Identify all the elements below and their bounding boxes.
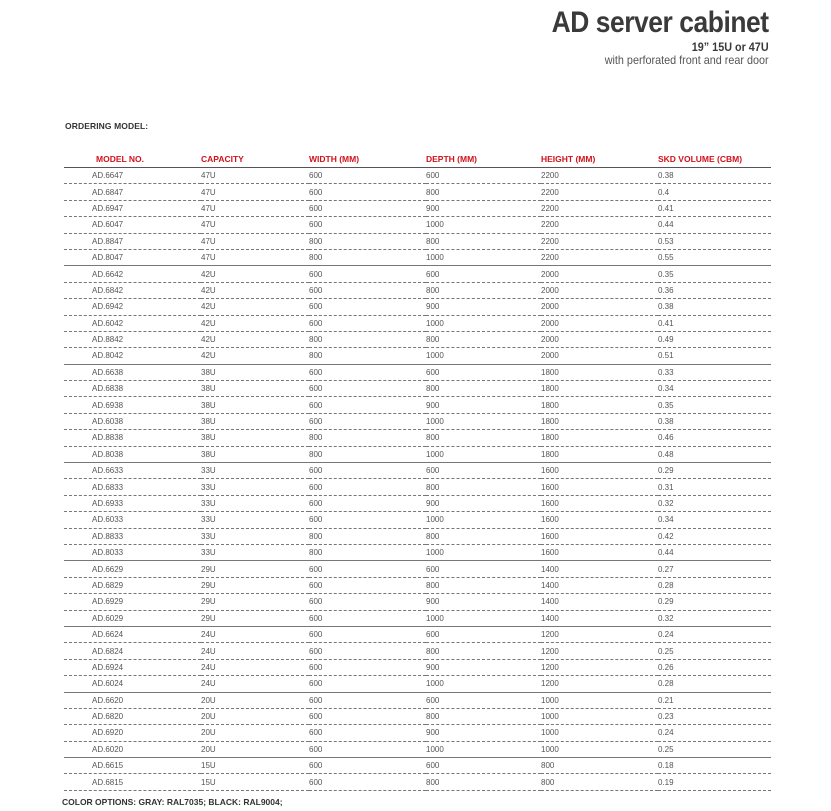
- capacity-cell: 38U: [201, 413, 309, 429]
- column-header-capacity: CAPACITY: [201, 151, 309, 168]
- capacity-cell: 38U: [201, 446, 309, 462]
- volume-cell: 0.21: [658, 692, 771, 708]
- width-cell: 600: [309, 610, 426, 626]
- width-cell: 600: [309, 479, 426, 495]
- volume-cell: 0.35: [658, 397, 771, 413]
- width-cell: 600: [309, 758, 426, 774]
- width-cell: 600: [309, 397, 426, 413]
- capacity-cell: 47U: [201, 233, 309, 249]
- depth-cell: 900: [426, 725, 541, 741]
- depth-cell: 800: [426, 774, 541, 790]
- table-row: [64, 348, 771, 364]
- table-row: [64, 725, 771, 741]
- volume-cell: 0.24: [658, 626, 771, 642]
- height-cell: 800: [541, 758, 658, 774]
- height-cell: 2200: [541, 200, 658, 216]
- table-row: [64, 741, 771, 757]
- model-cell: AD.6829: [64, 577, 201, 593]
- column-header-volume: SKD VOLUME (CBM): [658, 151, 771, 168]
- depth-cell: 900: [426, 397, 541, 413]
- height-cell: 1800: [541, 364, 658, 380]
- height-cell: 1800: [541, 381, 658, 397]
- depth-cell: 1000: [426, 413, 541, 429]
- width-cell: 600: [309, 217, 426, 233]
- model-cell: AD.6933: [64, 495, 201, 511]
- model-cell: AD.6847: [64, 184, 201, 200]
- capacity-cell: 15U: [201, 774, 309, 790]
- volume-cell: 0.28: [658, 676, 771, 692]
- width-cell: 800: [309, 233, 426, 249]
- capacity-cell: 24U: [201, 659, 309, 675]
- model-cell: AD.6842: [64, 282, 201, 298]
- model-cell: AD.6038: [64, 413, 201, 429]
- capacity-cell: 47U: [201, 249, 309, 265]
- table-row: [64, 544, 771, 560]
- model-cell: AD.6920: [64, 725, 201, 741]
- capacity-cell: 38U: [201, 397, 309, 413]
- table-row: [64, 528, 771, 544]
- table-row: [64, 692, 771, 708]
- table-row: [64, 577, 771, 593]
- model-cell: AD.6929: [64, 594, 201, 610]
- capacity-cell: 42U: [201, 299, 309, 315]
- model-cell: AD.8842: [64, 331, 201, 347]
- depth-cell: 600: [426, 626, 541, 642]
- width-cell: 600: [309, 381, 426, 397]
- table-row: [64, 397, 771, 413]
- depth-cell: 600: [426, 168, 541, 184]
- volume-cell: 0.51: [658, 348, 771, 364]
- height-cell: 1200: [541, 626, 658, 642]
- capacity-cell: 38U: [201, 364, 309, 380]
- model-cell: AD.6924: [64, 659, 201, 675]
- page-tagline: with perforated front and rear door: [605, 53, 769, 67]
- capacity-cell: 20U: [201, 741, 309, 757]
- width-cell: 800: [309, 528, 426, 544]
- height-cell: 2200: [541, 249, 658, 265]
- volume-cell: 0.42: [658, 528, 771, 544]
- model-cell: AD.6633: [64, 463, 201, 479]
- table-row: [64, 463, 771, 479]
- width-cell: 800: [309, 446, 426, 462]
- color-options-note: COLOR OPTIONS: GRAY: RAL7035; BLACK: RAL9004;: [62, 797, 283, 807]
- volume-cell: 0.41: [658, 200, 771, 216]
- height-cell: 1600: [541, 512, 658, 528]
- height-cell: 1200: [541, 659, 658, 675]
- width-cell: 600: [309, 168, 426, 184]
- model-cell: AD.8047: [64, 249, 201, 265]
- table-row: [64, 364, 771, 380]
- capacity-cell: 38U: [201, 381, 309, 397]
- model-cell: AD.8038: [64, 446, 201, 462]
- table-row: [64, 331, 771, 347]
- width-cell: 600: [309, 463, 426, 479]
- volume-cell: 0.29: [658, 594, 771, 610]
- table-row: [64, 249, 771, 265]
- depth-cell: 600: [426, 692, 541, 708]
- table-row: [64, 659, 771, 675]
- model-cell: AD.6833: [64, 479, 201, 495]
- ordering-model-label: ORDERING MODEL:: [65, 121, 149, 131]
- width-cell: 600: [309, 315, 426, 331]
- capacity-cell: 33U: [201, 544, 309, 560]
- height-cell: 1400: [541, 577, 658, 593]
- height-cell: 1400: [541, 561, 658, 577]
- model-cell: AD.6638: [64, 364, 201, 380]
- volume-cell: 0.28: [658, 577, 771, 593]
- table-row: [64, 299, 771, 315]
- depth-cell: 800: [426, 528, 541, 544]
- page-title: AD server cabinet: [551, 6, 769, 39]
- model-cell: AD.8838: [64, 430, 201, 446]
- height-cell: 2000: [541, 331, 658, 347]
- depth-cell: 900: [426, 495, 541, 511]
- capacity-cell: 24U: [201, 676, 309, 692]
- volume-cell: 0.55: [658, 249, 771, 265]
- volume-cell: 0.23: [658, 708, 771, 724]
- height-cell: 2000: [541, 315, 658, 331]
- width-cell: 800: [309, 348, 426, 364]
- capacity-cell: 33U: [201, 479, 309, 495]
- height-cell: 1000: [541, 692, 658, 708]
- capacity-cell: 47U: [201, 200, 309, 216]
- model-cell: AD.6042: [64, 315, 201, 331]
- width-cell: 600: [309, 676, 426, 692]
- model-cell: AD.6020: [64, 741, 201, 757]
- table-header-row: [64, 151, 771, 168]
- volume-cell: 0.19: [658, 774, 771, 790]
- table-row: [64, 643, 771, 659]
- depth-cell: 800: [426, 381, 541, 397]
- width-cell: 600: [309, 692, 426, 708]
- model-cell: AD.6820: [64, 708, 201, 724]
- volume-cell: 0.36: [658, 282, 771, 298]
- volume-cell: 0.38: [658, 168, 771, 184]
- height-cell: 1000: [541, 725, 658, 741]
- volume-cell: 0.38: [658, 413, 771, 429]
- width-cell: 600: [309, 200, 426, 216]
- volume-cell: 0.33: [658, 364, 771, 380]
- width-cell: 600: [309, 708, 426, 724]
- depth-cell: 800: [426, 184, 541, 200]
- depth-cell: 1000: [426, 544, 541, 560]
- table-row: [64, 233, 771, 249]
- model-cell: AD.6029: [64, 610, 201, 626]
- table-body: [64, 168, 771, 791]
- table-row: [64, 381, 771, 397]
- width-cell: 800: [309, 430, 426, 446]
- height-cell: 1600: [541, 463, 658, 479]
- model-cell: AD.6047: [64, 217, 201, 233]
- volume-cell: 0.18: [658, 758, 771, 774]
- height-cell: 1000: [541, 741, 658, 757]
- table-row: [64, 676, 771, 692]
- capacity-cell: 29U: [201, 577, 309, 593]
- volume-cell: 0.31: [658, 479, 771, 495]
- width-cell: 800: [309, 544, 426, 560]
- capacity-cell: 24U: [201, 643, 309, 659]
- volume-cell: 0.44: [658, 217, 771, 233]
- volume-cell: 0.34: [658, 512, 771, 528]
- model-cell: AD.6815: [64, 774, 201, 790]
- model-cell: AD.6615: [64, 758, 201, 774]
- width-cell: 800: [309, 249, 426, 265]
- volume-cell: 0.46: [658, 430, 771, 446]
- table-row: [64, 512, 771, 528]
- height-cell: 1800: [541, 397, 658, 413]
- width-cell: 600: [309, 659, 426, 675]
- depth-cell: 800: [426, 282, 541, 298]
- model-cell: AD.6629: [64, 561, 201, 577]
- width-cell: 600: [309, 594, 426, 610]
- depth-cell: 800: [426, 577, 541, 593]
- column-header-height: HEIGHT (MM): [541, 151, 658, 168]
- capacity-cell: 15U: [201, 758, 309, 774]
- height-cell: 1400: [541, 594, 658, 610]
- height-cell: 1600: [541, 528, 658, 544]
- width-cell: 600: [309, 643, 426, 659]
- capacity-cell: 42U: [201, 331, 309, 347]
- width-cell: 600: [309, 626, 426, 642]
- depth-cell: 800: [426, 331, 541, 347]
- column-header-width: WIDTH (MM): [309, 151, 426, 168]
- model-cell: AD.6642: [64, 266, 201, 282]
- model-cell: AD.6838: [64, 381, 201, 397]
- volume-cell: 0.44: [658, 544, 771, 560]
- column-header-model: MODEL NO.: [64, 151, 201, 168]
- table-row: [64, 266, 771, 282]
- volume-cell: 0.49: [658, 331, 771, 347]
- depth-cell: 600: [426, 758, 541, 774]
- model-cell: AD.6942: [64, 299, 201, 315]
- volume-cell: 0.38: [658, 299, 771, 315]
- height-cell: 1800: [541, 430, 658, 446]
- depth-cell: 1000: [426, 676, 541, 692]
- volume-cell: 0.48: [658, 446, 771, 462]
- table-row: [64, 446, 771, 462]
- width-cell: 600: [309, 495, 426, 511]
- volume-cell: 0.41: [658, 315, 771, 331]
- capacity-cell: 24U: [201, 626, 309, 642]
- capacity-cell: 33U: [201, 528, 309, 544]
- depth-cell: 800: [426, 430, 541, 446]
- model-cell: AD.6024: [64, 676, 201, 692]
- capacity-cell: 29U: [201, 561, 309, 577]
- depth-cell: 1000: [426, 348, 541, 364]
- height-cell: 2200: [541, 217, 658, 233]
- capacity-cell: 47U: [201, 184, 309, 200]
- volume-cell: 0.25: [658, 741, 771, 757]
- model-cell: AD.8042: [64, 348, 201, 364]
- table-row: [64, 430, 771, 446]
- table-row: [64, 413, 771, 429]
- table-row: [64, 758, 771, 774]
- width-cell: 600: [309, 413, 426, 429]
- height-cell: 2000: [541, 266, 658, 282]
- width-cell: 600: [309, 266, 426, 282]
- volume-cell: 0.53: [658, 233, 771, 249]
- table-row: [64, 479, 771, 495]
- capacity-cell: 47U: [201, 217, 309, 233]
- capacity-cell: 20U: [201, 708, 309, 724]
- height-cell: 1200: [541, 643, 658, 659]
- height-cell: 1800: [541, 446, 658, 462]
- capacity-cell: 42U: [201, 348, 309, 364]
- ordering-table: [64, 151, 771, 791]
- table-row: [64, 217, 771, 233]
- depth-cell: 1000: [426, 249, 541, 265]
- depth-cell: 800: [426, 643, 541, 659]
- model-cell: AD.8847: [64, 233, 201, 249]
- table-row: [64, 594, 771, 610]
- capacity-cell: 29U: [201, 610, 309, 626]
- capacity-cell: 33U: [201, 463, 309, 479]
- page-subtitle: 19” 15U or 47U: [692, 40, 769, 54]
- table-row: [64, 774, 771, 790]
- width-cell: 600: [309, 561, 426, 577]
- height-cell: 2000: [541, 348, 658, 364]
- height-cell: 2000: [541, 299, 658, 315]
- capacity-cell: 20U: [201, 725, 309, 741]
- table-row: [64, 708, 771, 724]
- volume-cell: 0.26: [658, 659, 771, 675]
- depth-cell: 600: [426, 561, 541, 577]
- depth-cell: 1000: [426, 741, 541, 757]
- height-cell: 1400: [541, 610, 658, 626]
- depth-cell: 900: [426, 200, 541, 216]
- height-cell: 1800: [541, 413, 658, 429]
- volume-cell: 0.4: [658, 184, 771, 200]
- model-cell: AD.6947: [64, 200, 201, 216]
- height-cell: 2000: [541, 282, 658, 298]
- model-cell: AD.6824: [64, 643, 201, 659]
- depth-cell: 600: [426, 266, 541, 282]
- volume-cell: 0.24: [658, 725, 771, 741]
- depth-cell: 900: [426, 299, 541, 315]
- height-cell: 1600: [541, 544, 658, 560]
- width-cell: 600: [309, 577, 426, 593]
- depth-cell: 800: [426, 233, 541, 249]
- height-cell: 1600: [541, 479, 658, 495]
- table-row: [64, 282, 771, 298]
- volume-cell: 0.27: [658, 561, 771, 577]
- volume-cell: 0.32: [658, 495, 771, 511]
- volume-cell: 0.32: [658, 610, 771, 626]
- height-cell: 800: [541, 774, 658, 790]
- width-cell: 600: [309, 725, 426, 741]
- width-cell: 600: [309, 184, 426, 200]
- width-cell: 600: [309, 741, 426, 757]
- model-cell: AD.6033: [64, 512, 201, 528]
- height-cell: 1600: [541, 495, 658, 511]
- width-cell: 600: [309, 299, 426, 315]
- capacity-cell: 38U: [201, 430, 309, 446]
- table-row: [64, 315, 771, 331]
- width-cell: 600: [309, 512, 426, 528]
- capacity-cell: 42U: [201, 266, 309, 282]
- capacity-cell: 42U: [201, 282, 309, 298]
- table-row: [64, 495, 771, 511]
- volume-cell: 0.29: [658, 463, 771, 479]
- depth-cell: 600: [426, 364, 541, 380]
- depth-cell: 900: [426, 594, 541, 610]
- depth-cell: 800: [426, 708, 541, 724]
- height-cell: 2200: [541, 233, 658, 249]
- depth-cell: 1000: [426, 512, 541, 528]
- depth-cell: 1000: [426, 217, 541, 233]
- table-row: [64, 168, 771, 184]
- column-header-depth: DEPTH (MM): [426, 151, 541, 168]
- height-cell: 1200: [541, 676, 658, 692]
- volume-cell: 0.25: [658, 643, 771, 659]
- depth-cell: 1000: [426, 610, 541, 626]
- table-row: [64, 626, 771, 642]
- model-cell: AD.6620: [64, 692, 201, 708]
- document-header: [522, 6, 769, 67]
- table-row: [64, 561, 771, 577]
- capacity-cell: 20U: [201, 692, 309, 708]
- width-cell: 600: [309, 774, 426, 790]
- volume-cell: 0.34: [658, 381, 771, 397]
- model-cell: AD.6624: [64, 626, 201, 642]
- capacity-cell: 33U: [201, 495, 309, 511]
- capacity-cell: 42U: [201, 315, 309, 331]
- depth-cell: 800: [426, 479, 541, 495]
- capacity-cell: 47U: [201, 168, 309, 184]
- height-cell: 1000: [541, 708, 658, 724]
- model-cell: AD.6647: [64, 168, 201, 184]
- depth-cell: 600: [426, 463, 541, 479]
- width-cell: 800: [309, 331, 426, 347]
- model-cell: AD.8033: [64, 544, 201, 560]
- table-row: [64, 200, 771, 216]
- height-cell: 2200: [541, 168, 658, 184]
- table-row: [64, 184, 771, 200]
- volume-cell: 0.35: [658, 266, 771, 282]
- width-cell: 600: [309, 364, 426, 380]
- capacity-cell: 29U: [201, 594, 309, 610]
- width-cell: 600: [309, 282, 426, 298]
- depth-cell: 1000: [426, 446, 541, 462]
- table-row: [64, 610, 771, 626]
- depth-cell: 1000: [426, 315, 541, 331]
- capacity-cell: 33U: [201, 512, 309, 528]
- height-cell: 2200: [541, 184, 658, 200]
- depth-cell: 900: [426, 659, 541, 675]
- model-cell: AD.6938: [64, 397, 201, 413]
- model-cell: AD.8833: [64, 528, 201, 544]
